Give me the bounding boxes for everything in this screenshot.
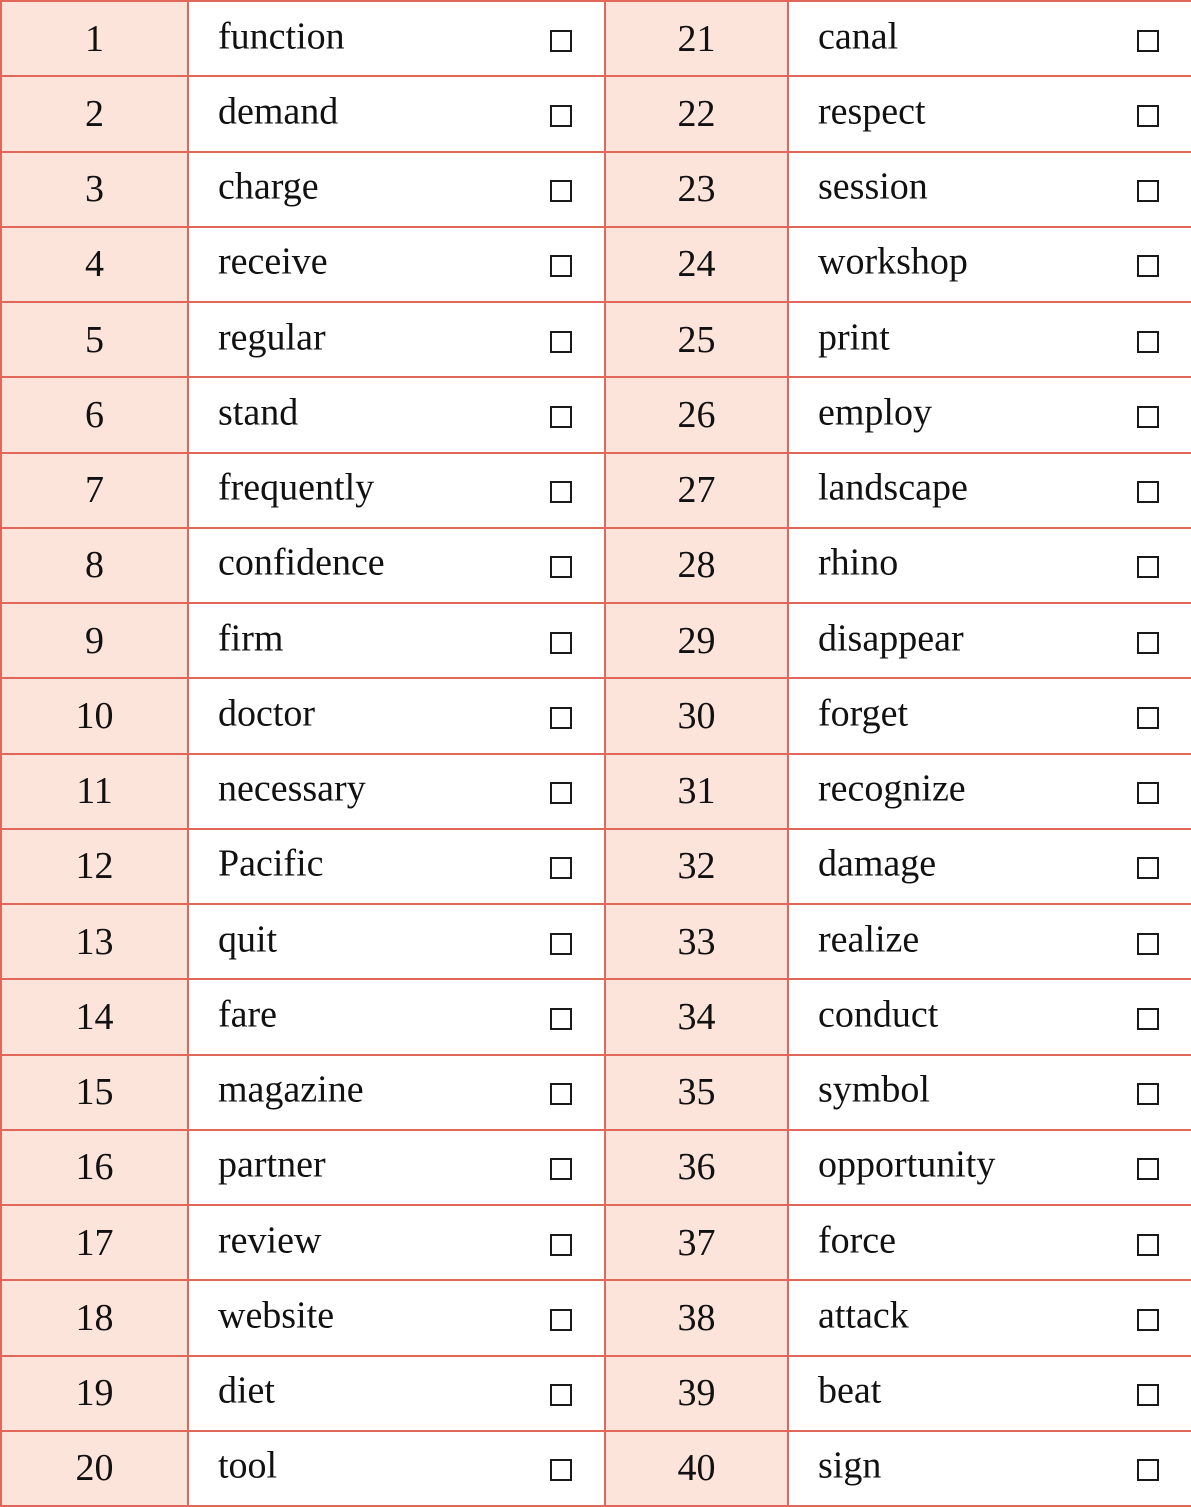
word-cell-left (188, 528, 605, 603)
checkbox-left[interactable] (550, 406, 572, 428)
word-cell-right (788, 1, 1191, 76)
checkbox-left[interactable] (550, 707, 572, 729)
table-row (1, 678, 1191, 753)
checkbox-left[interactable] (550, 782, 572, 804)
checkbox-right[interactable] (1137, 1309, 1159, 1331)
word-cell-left (188, 1431, 605, 1506)
table-row (1, 904, 1191, 979)
table-row (1, 1205, 1191, 1280)
vocab-word-left: magazine (218, 1068, 364, 1111)
word-cell-left (188, 152, 605, 227)
vocab-word-right: opportunity (818, 1143, 996, 1186)
checkbox-left[interactable] (550, 1234, 572, 1256)
word-cell-left (188, 1356, 605, 1431)
row-number-left: 11 (1, 754, 188, 829)
row-number-right: 21 (605, 1, 788, 76)
vocab-word-left: firm (218, 616, 284, 659)
checkbox-right[interactable] (1137, 1083, 1159, 1105)
checkbox-right[interactable] (1137, 406, 1159, 428)
vocab-word-left: stand (218, 391, 299, 434)
checkbox-left[interactable] (550, 857, 572, 879)
checkbox-left[interactable] (550, 1309, 572, 1331)
row-number-right: 39 (605, 1356, 788, 1431)
word-cell-left (188, 76, 605, 151)
row-number-right: 36 (605, 1130, 788, 1205)
checkbox-left[interactable] (550, 556, 572, 578)
table-row (1, 603, 1191, 678)
checkbox-right[interactable] (1137, 1008, 1159, 1030)
word-cell-left (188, 453, 605, 528)
vocab-word-left: frequently (218, 466, 375, 509)
table-row (1, 979, 1191, 1054)
row-number-left: 8 (1, 528, 188, 603)
vocab-word-right: employ (818, 391, 932, 434)
vocab-word-left: necessary (218, 767, 366, 810)
row-number-right: 23 (605, 152, 788, 227)
checkbox-right[interactable] (1137, 782, 1159, 804)
checkbox-right[interactable] (1137, 632, 1159, 654)
vocab-word-right: respect (818, 90, 926, 133)
table-row (1, 1280, 1191, 1355)
word-cell-left (188, 979, 605, 1054)
table-row (1, 152, 1191, 227)
vocab-word-right: damage (818, 842, 937, 885)
row-number-right: 25 (605, 302, 788, 377)
word-cell-left (188, 603, 605, 678)
word-cell-left (188, 754, 605, 829)
vocab-word-left: partner (218, 1143, 326, 1186)
row-number-right: 33 (605, 904, 788, 979)
row-number-left: 19 (1, 1356, 188, 1431)
word-cell-right (788, 678, 1191, 753)
table-row (1, 829, 1191, 904)
row-number-left: 5 (1, 302, 188, 377)
checkbox-right[interactable] (1137, 180, 1159, 202)
table-row (1, 1, 1191, 76)
row-number-right: 37 (605, 1205, 788, 1280)
vocab-word-right: realize (818, 917, 920, 960)
checkbox-right[interactable] (1137, 481, 1159, 503)
checkbox-right[interactable] (1137, 556, 1159, 578)
row-number-left: 15 (1, 1055, 188, 1130)
checkbox-left[interactable] (550, 105, 572, 127)
word-cell-right (788, 1431, 1191, 1506)
table-row (1, 227, 1191, 302)
vocab-word-left: diet (218, 1369, 275, 1412)
row-number-left: 10 (1, 678, 188, 753)
row-number-right: 34 (605, 979, 788, 1054)
row-number-left: 12 (1, 829, 188, 904)
vocab-word-right: disappear (818, 616, 964, 659)
table-row (1, 1130, 1191, 1205)
checkbox-left[interactable] (550, 481, 572, 503)
word-cell-right (788, 76, 1191, 151)
checkbox-right[interactable] (1137, 1158, 1159, 1180)
table-row (1, 453, 1191, 528)
vocab-word-left: website (218, 1294, 335, 1337)
word-cell-left (188, 1205, 605, 1280)
vocab-word-left: tool (218, 1444, 278, 1487)
word-cell-right (788, 603, 1191, 678)
table-row (1, 1431, 1191, 1506)
row-number-left: 18 (1, 1280, 188, 1355)
row-number-left: 7 (1, 453, 188, 528)
table-row (1, 1055, 1191, 1130)
checkbox-left[interactable] (550, 255, 572, 277)
checkbox-left[interactable] (550, 30, 572, 52)
word-cell-right (788, 227, 1191, 302)
vocab-word-right: print (818, 315, 890, 358)
row-number-right: 29 (605, 603, 788, 678)
table-row (1, 76, 1191, 151)
checkbox-left[interactable] (550, 632, 572, 654)
row-number-right: 38 (605, 1280, 788, 1355)
row-number-right: 30 (605, 678, 788, 753)
row-number-left: 3 (1, 152, 188, 227)
row-number-left: 1 (1, 1, 188, 76)
row-number-left: 14 (1, 979, 188, 1054)
row-number-left: 17 (1, 1205, 188, 1280)
vocab-word-left: regular (218, 315, 326, 358)
vocab-word-right: recognize (818, 767, 966, 810)
word-cell-right (788, 1205, 1191, 1280)
vocab-word-right: rhino (818, 541, 899, 584)
row-number-right: 24 (605, 227, 788, 302)
word-cell-right (788, 453, 1191, 528)
vocab-word-left: review (218, 1218, 322, 1261)
vocab-word-left: quit (218, 917, 278, 960)
row-number-left: 13 (1, 904, 188, 979)
word-cell-left (188, 1130, 605, 1205)
row-number-right: 27 (605, 453, 788, 528)
word-cell-left (188, 904, 605, 979)
vocab-word-left: function (218, 14, 345, 57)
vocab-word-right: forget (818, 692, 909, 735)
checkbox-right[interactable] (1137, 1459, 1159, 1481)
word-cell-right (788, 904, 1191, 979)
checkbox-left[interactable] (550, 1384, 572, 1406)
word-cell-left (188, 678, 605, 753)
vocab-word-right: force (818, 1218, 897, 1261)
row-number-right: 22 (605, 76, 788, 151)
checkbox-right[interactable] (1137, 933, 1159, 955)
word-cell-left (188, 1055, 605, 1130)
row-number-left: 4 (1, 227, 188, 302)
checkbox-left[interactable] (550, 180, 572, 202)
row-number-right: 26 (605, 377, 788, 452)
word-cell-left (188, 302, 605, 377)
row-number-right: 32 (605, 829, 788, 904)
vocab-word-right: beat (818, 1369, 882, 1412)
word-cell-right (788, 1356, 1191, 1431)
row-number-right: 35 (605, 1055, 788, 1130)
vocab-word-right: attack (818, 1294, 909, 1337)
checkbox-right[interactable] (1137, 105, 1159, 127)
word-cell-right (788, 1130, 1191, 1205)
checkbox-right[interactable] (1137, 1384, 1159, 1406)
vocab-word-left: confidence (218, 541, 385, 584)
checkbox-left[interactable] (550, 933, 572, 955)
word-cell-right (788, 1280, 1191, 1355)
checkbox-right[interactable] (1137, 331, 1159, 353)
vocab-word-right: workshop (818, 240, 968, 283)
vocab-word-left: Pacific (218, 842, 324, 885)
word-cell-right (788, 152, 1191, 227)
row-number-right: 31 (605, 754, 788, 829)
word-cell-right (788, 754, 1191, 829)
row-number-left: 16 (1, 1130, 188, 1205)
vocab-word-left: fare (218, 993, 278, 1036)
word-cell-left (188, 1, 605, 76)
row-number-left: 2 (1, 76, 188, 151)
checkbox-right[interactable] (1137, 30, 1159, 52)
row-number-left: 6 (1, 377, 188, 452)
word-cell-right (788, 528, 1191, 603)
word-cell-right (788, 979, 1191, 1054)
vocab-word-right: session (818, 165, 928, 208)
row-number-right: 40 (605, 1431, 788, 1506)
checkbox-left[interactable] (550, 1459, 572, 1481)
checkbox-right[interactable] (1137, 857, 1159, 879)
row-number-left: 9 (1, 603, 188, 678)
word-cell-left (188, 377, 605, 452)
word-cell-right (788, 1055, 1191, 1130)
row-number-left: 20 (1, 1431, 188, 1506)
table-row (1, 754, 1191, 829)
vocab-word-right: landscape (818, 466, 968, 509)
table-row (1, 302, 1191, 377)
checkbox-left[interactable] (550, 331, 572, 353)
vocab-word-right: canal (818, 14, 899, 57)
vocabulary-table-body (1, 1, 1191, 1506)
table-row (1, 377, 1191, 452)
checkbox-right[interactable] (1137, 255, 1159, 277)
word-cell-right (788, 377, 1191, 452)
word-cell-left (188, 227, 605, 302)
row-number-right: 28 (605, 528, 788, 603)
word-cell-left (188, 829, 605, 904)
vocab-word-right: sign (818, 1444, 882, 1487)
word-cell-right (788, 829, 1191, 904)
checkbox-left[interactable] (550, 1008, 572, 1030)
checkbox-left[interactable] (550, 1083, 572, 1105)
vocab-word-left: receive (218, 240, 328, 283)
vocab-word-left: doctor (218, 692, 316, 735)
table-row (1, 1356, 1191, 1431)
vocab-word-right: conduct (818, 993, 939, 1036)
vocab-word-left: charge (218, 165, 319, 208)
word-cell-left (188, 1280, 605, 1355)
checkbox-right[interactable] (1137, 1234, 1159, 1256)
word-cell-right (788, 302, 1191, 377)
vocab-word-left: demand (218, 90, 339, 133)
checkbox-right[interactable] (1137, 707, 1159, 729)
vocab-word-right: symbol (818, 1068, 930, 1111)
checkbox-left[interactable] (550, 1158, 572, 1180)
table-row (1, 528, 1191, 603)
